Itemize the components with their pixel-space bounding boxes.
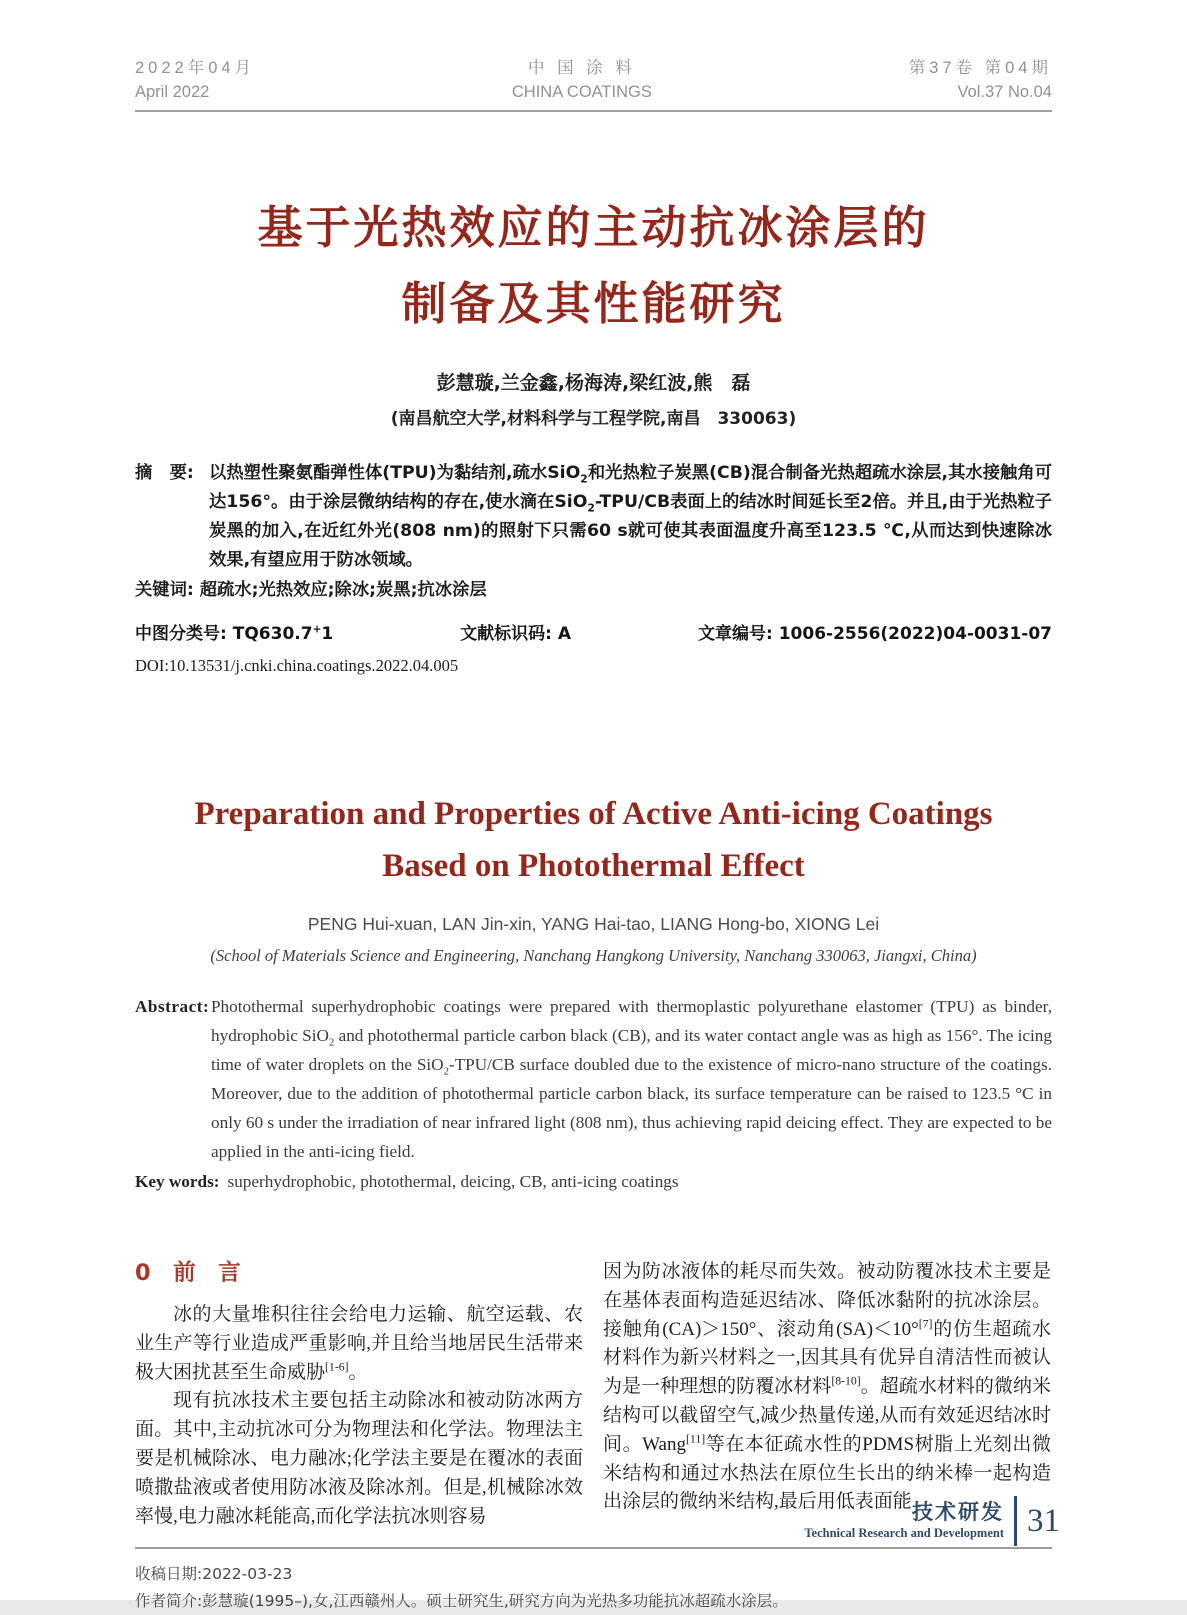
- received-date: 收稿日期:2022-03-23: [135, 1565, 293, 1584]
- issue-date-cn: 2022年04月: [135, 59, 256, 77]
- keywords-en: [135, 1168, 1052, 1196]
- document-code-value: A: [557, 624, 572, 644]
- footnotes: [135, 1561, 1052, 1615]
- header-issue-date: [135, 56, 255, 104]
- header-divider: [135, 110, 1052, 112]
- authors-cn: 彭慧璇,兰金鑫,杨海涛,梁红波,熊 磊: [436, 372, 751, 394]
- keywords-cn-text: 超疏水;光热效应;除冰;炭黑;抗冰涂层: [199, 580, 487, 600]
- column-name-cn: 技术研发: [912, 1500, 1004, 1524]
- article-title-en-line2: Based on Photothermal Effect: [382, 848, 805, 884]
- clc-number: [135, 619, 333, 644]
- abstract-en-label: Abstract:: [135, 997, 210, 1016]
- article-id: [698, 619, 1052, 644]
- classification-row: [135, 619, 1052, 644]
- document-code-label: 文献标识码:: [460, 624, 552, 644]
- keywords-en-text: superhydrophobic, photothermal, deicing, CB, anti-icing coatings: [227, 1172, 679, 1191]
- volume-issue-en: Vol.37 No.04: [957, 83, 1052, 101]
- journal-name-cn: 中 国 涂 料: [527, 59, 636, 77]
- keywords-cn-label: 关键词:: [135, 580, 194, 600]
- journal-header: [135, 0, 1052, 104]
- article-title-cn-line1: 基于光热效应的主动抗冰涂层的: [257, 201, 930, 254]
- abstract-cn-text: 以热塑性聚氨酯弹性体(TPU)为黏结剂,疏水SiO$_2$和光热粒子炭黑(CB)混合制备光热超疏水涂层,其水接触角可达156°。由于涂层微纳结构的存在,使水滴在SiO$_2$-TPU/CB表面上的结冰时间延长至2倍。并且,由于光热粒子炭黑的加入,在近红外光(808 nm)的照射下只需60 s就可使其表面温度升高至123.5 ℃,从而达到快速除冰效果,有望应用于防冰领域。: [209, 463, 1052, 570]
- abstract-cn-label: 摘 要:: [135, 463, 194, 483]
- body-column-left: [135, 1258, 583, 1531]
- article-id-label: 文章编号:: [697, 624, 773, 644]
- clc-value: TQ630.7+1: [232, 623, 334, 644]
- issue-date-en: April 2022: [135, 83, 210, 101]
- page-number: 31: [1027, 1502, 1060, 1539]
- column-name-en: Technical Research and Development: [804, 1526, 1004, 1540]
- body-paragraph: 冰的大量堆积往往会给电力运输、航空运载、农业生产等行业造成严重影响,并且给当地居民生活带来极大困扰甚至生命威胁[1-6]。: [135, 1304, 583, 1383]
- affiliation-cn: (南昌航空大学,材料科学与工程学院,南昌 330063): [390, 409, 797, 429]
- article-title-en-line1: Preparation and Properties of Active Anti-icing Coatings: [194, 796, 993, 832]
- abstract-en: [135, 992, 1052, 1166]
- abstract-cn: [135, 459, 1052, 575]
- affiliation-en: (School of Materials Science and Engineering, Nanchang Hangkong University, Nanchang 330063, Jiangxi, China): [210, 946, 977, 965]
- authors-en: PENG Hui-xuan, LAN Jin-xin, YANG Hai-tao, LIANG Hong-bo, XIONG Lei: [307, 914, 880, 934]
- body-paragraph: 因为防冰液体的耗尽而失效。被动防覆冰技术主要是在基体表面构造延迟结冰、降低冰黏附的抗冰涂层。接触角(CA)＞150°、滚动角(SA)＜10°[7]的仿生超疏水材料作为新兴材料之一,因其具有优异自清洁性而被认为是一种理想的防覆冰材料[8-10]。超疏水材料的微纳米结构可以截留空气,减少热量传递,从而有效延迟结冰时间。Wang[11]等在本征疏水性的PDMS树脂上光刻出微米结构和通过水热法在原位生长出的纳米棒一起构造出涂层的微纳米结构,最后用低表面能: [603, 1261, 1051, 1513]
- article-title-cn: [135, 190, 1052, 342]
- column-labels: [804, 1500, 1004, 1542]
- keywords-en-label: Key words:: [135, 1172, 220, 1191]
- section-heading-introduction: 0 前 言: [135, 1260, 241, 1286]
- body-column-right: [603, 1258, 1051, 1531]
- article-title-cn-line2: 制备及其性能研究: [401, 277, 786, 330]
- body-paragraph: 现有抗冰技术主要包括主动除冰和被动防冰两方面。其中,主动抗冰可分为物理法和化学法。物理法主要是机械除冰、电力融冰;化学法主要是在覆冰的表面喷撒盐液或者使用防冰液及除冰剂。但是,机械除冰效率慢,电力融冰耗能高,而化学法抗冰则容易: [135, 1390, 583, 1527]
- abstract-en-text: Photothermal superhydrophobic coatings were prepared with thermoplastic polyurethane elastomer (TPU) as binder, hydrophobic SiO$_2$ and photothermal particle carbon black (CB), and its water contact angle was as high as 156°. The icing time of water droplets on the SiO$_2$-TPU/CB surface doubled due to the existence of micro-nano structure of the coatings. Moreover, due to the addition of photothermal particle carbon black, its surface temperature can be raised to 123.5 °C in only 60 s under the irradiation of near infrared light (808 nm), thus achieving rapid deicing effect. They are expected to be applied in the anti-icing field.: [211, 997, 1052, 1161]
- document-code: [460, 619, 571, 644]
- volume-issue-cn: 第37卷 第04期: [908, 59, 1052, 77]
- journal-name-en: CHINA COATINGS: [511, 83, 652, 101]
- doi: DOI:10.13531/j.cnki.china.coatings.2022.04.005: [135, 656, 459, 675]
- page-content: [135, 0, 1052, 1615]
- article-id-value: 1006-2556(2022)04-0031-07: [778, 624, 1052, 644]
- footnote-divider: [135, 1547, 1052, 1549]
- header-journal-name: [512, 56, 652, 104]
- clc-label: 中图分类号:: [135, 624, 227, 644]
- header-volume-issue: [909, 56, 1052, 104]
- footer-divider-bar: [1014, 1496, 1017, 1546]
- body-columns: [135, 1258, 1052, 1531]
- page-footer: [804, 1496, 1060, 1546]
- keywords-cn: [135, 576, 1052, 605]
- author-bio: 作者简介:彭慧璇(1995–),女,江西赣州人。硕士研究生,研究方向为光热多功能抗冰超疏水涂层。: [135, 1592, 788, 1611]
- article-title-en: [135, 788, 1052, 892]
